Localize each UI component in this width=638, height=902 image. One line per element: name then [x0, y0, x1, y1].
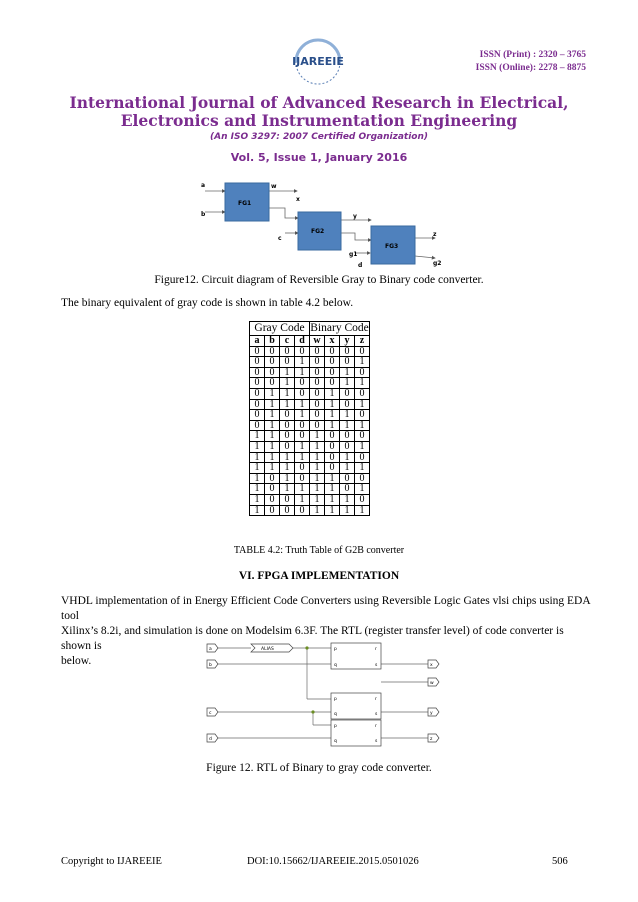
table-cell: 0 — [310, 420, 325, 431]
table-cell: 0 — [325, 367, 340, 378]
table-cell: 0 — [280, 505, 295, 516]
column-header-w: w — [310, 336, 325, 347]
table-cell: 1 — [280, 484, 295, 495]
svg-text:w: w — [430, 681, 434, 686]
table-cell: 0 — [325, 452, 340, 463]
table-cell: 0 — [325, 431, 340, 442]
svg-text:a: a — [209, 647, 212, 652]
table-cell: 0 — [340, 441, 355, 452]
journal-title-line1: International Journal of Advanced Research in Electrical, — [69, 93, 569, 112]
table-cell: 1 — [355, 441, 370, 452]
table-cell: 0 — [295, 346, 310, 357]
table-cell: 1 — [340, 463, 355, 474]
table-cell: 1 — [325, 399, 340, 410]
svg-text:y: y — [353, 213, 357, 220]
issn-print: ISSN (Print) : 2320 – 3765 — [479, 50, 586, 60]
iso-certification: (An ISO 3297: 2007 Certified Organization) — [210, 132, 428, 142]
table-cell: 0 — [340, 431, 355, 442]
column-header-c: c — [280, 336, 295, 347]
svg-text:q: q — [334, 712, 337, 717]
table-cell: 1 — [280, 473, 295, 484]
table-cell: 1 — [265, 399, 280, 410]
table-cell: 1 — [250, 473, 265, 484]
table-cell: 0 — [340, 399, 355, 410]
column-header-b: b — [265, 336, 280, 347]
table-cell: 1 — [325, 410, 340, 421]
table-cell: 0 — [265, 378, 280, 389]
volume-issue: Vol. 5, Issue 1, January 2016 — [230, 151, 408, 164]
table-cell: 0 — [280, 410, 295, 421]
table-cell: 1 — [280, 378, 295, 389]
journal-title-line2: Electronics and Instrumentation Engineering — [120, 111, 518, 130]
table-cell: 0 — [355, 494, 370, 505]
svg-text:p: p — [334, 647, 337, 652]
paragraph-line-3: below. — [61, 655, 92, 667]
table-cell: 1 — [295, 367, 310, 378]
table-cell: 0 — [280, 431, 295, 442]
paragraph-line-2: Xilinx’s 8.2i, and simulation is done on Modelsim 6.3F. The RTL (register transfer level) of code converter is shown is — [61, 625, 564, 652]
svg-text:q: q — [334, 663, 337, 668]
table-cell: 0 — [295, 505, 310, 516]
table-cell: 1 — [310, 441, 325, 452]
svg-text:y: y — [430, 711, 433, 716]
table-cell: 0 — [310, 388, 325, 399]
table-cell: 1 — [265, 452, 280, 463]
table-cell: 0 — [310, 357, 325, 368]
table-cell: 1 — [280, 388, 295, 399]
table-cell: 0 — [355, 431, 370, 442]
table-cell: 0 — [355, 410, 370, 421]
table-cell: 1 — [265, 463, 280, 474]
table-row — [250, 494, 370, 505]
table-cell: 1 — [280, 452, 295, 463]
table-cell: 0 — [310, 346, 325, 357]
table-row — [250, 399, 370, 410]
table-cell: 1 — [340, 494, 355, 505]
table-cell: 0 — [250, 357, 265, 368]
table-cell: 1 — [250, 505, 265, 516]
svg-text:p: p — [334, 724, 337, 729]
svg-text:z: z — [433, 231, 437, 238]
logo-text: IJAREEIE — [292, 55, 344, 68]
rtl-gate-3 — [331, 720, 381, 746]
table-row — [250, 484, 370, 495]
svg-text:p: p — [334, 697, 337, 702]
footer-page-number: 506 — [552, 856, 568, 867]
column-header-y: y — [340, 336, 355, 347]
table-cell: 0 — [355, 346, 370, 357]
table-row — [250, 346, 370, 357]
table-cell: 0 — [355, 473, 370, 484]
rtl-gate-2 — [331, 693, 381, 719]
svg-text:w: w — [271, 183, 277, 190]
table-cell: 1 — [295, 410, 310, 421]
table-cell: 1 — [310, 494, 325, 505]
table-cell: 0 — [250, 378, 265, 389]
svg-text:b: b — [209, 663, 212, 668]
table-cell: 0 — [265, 494, 280, 505]
svg-text:c: c — [278, 235, 282, 242]
table-cell: 1 — [310, 484, 325, 495]
table-cell: 1 — [310, 452, 325, 463]
table-cell: 1 — [295, 494, 310, 505]
table-row — [250, 452, 370, 463]
table-cell: 0 — [250, 388, 265, 399]
table-cell: 0 — [340, 357, 355, 368]
gray-code-header: Gray Code — [250, 322, 310, 336]
table-row — [250, 357, 370, 368]
table-cell: 0 — [250, 410, 265, 421]
table-cell: 0 — [265, 357, 280, 368]
table-cell: 1 — [250, 452, 265, 463]
svg-text:c: c — [209, 711, 212, 716]
table-cell: 0 — [280, 441, 295, 452]
table-cell: 1 — [250, 494, 265, 505]
table-cell: 0 — [265, 505, 280, 516]
rtl-gate-1 — [331, 643, 381, 669]
svg-text:s: s — [375, 739, 378, 744]
table-cell: 1 — [310, 473, 325, 484]
table-cell: 1 — [295, 399, 310, 410]
table-cell: 1 — [310, 431, 325, 442]
table-row — [250, 441, 370, 452]
truth-table-container — [249, 321, 370, 516]
table-cell: 1 — [265, 410, 280, 421]
svg-text:g1: g1 — [349, 251, 358, 258]
svg-text:x: x — [430, 663, 433, 668]
table-cell: 1 — [325, 505, 340, 516]
table-cell: 1 — [340, 367, 355, 378]
table-cell: 1 — [355, 378, 370, 389]
table-row — [250, 505, 370, 516]
journal-logo — [283, 38, 353, 86]
table-cell: 0 — [250, 399, 265, 410]
svg-text:g2: g2 — [433, 260, 442, 267]
table-cell: 1 — [355, 463, 370, 474]
table-cell: 1 — [340, 505, 355, 516]
table-cell: 1 — [250, 484, 265, 495]
table-cell: 1 — [325, 494, 340, 505]
rtl-diagram — [203, 641, 443, 751]
table-cell: 0 — [340, 473, 355, 484]
table-cell: 0 — [325, 357, 340, 368]
column-header-x: x — [325, 336, 340, 347]
table-row — [250, 463, 370, 474]
table-row — [250, 367, 370, 378]
table-cell: 1 — [355, 357, 370, 368]
table-cell: 1 — [280, 463, 295, 474]
binary-code-header: Binary Code — [310, 322, 369, 334]
table-cell: 0 — [325, 378, 340, 389]
table-cell: 0 — [250, 367, 265, 378]
table-cell: 0 — [295, 473, 310, 484]
table-cell: 1 — [325, 473, 340, 484]
column-header-z: z — [355, 336, 370, 347]
table-row — [250, 378, 370, 389]
svg-text:s: s — [375, 663, 378, 668]
table-row — [250, 410, 370, 421]
table-cell: 1 — [340, 410, 355, 421]
footer-doi: DOI:10.15662/IJAREEIE.2015.0501026 — [247, 856, 419, 867]
table-cell: 1 — [250, 431, 265, 442]
table-cell: 1 — [325, 484, 340, 495]
table-cell: 1 — [295, 452, 310, 463]
table-cell: 1 — [250, 463, 265, 474]
table-cell: 0 — [355, 452, 370, 463]
table-cell: 1 — [340, 420, 355, 431]
table-row — [250, 388, 370, 399]
table-cell: 0 — [340, 346, 355, 357]
table-cell: 1 — [355, 505, 370, 516]
svg-text:r: r — [375, 697, 377, 702]
table-cell: 0 — [295, 378, 310, 389]
table-cell: 1 — [340, 452, 355, 463]
table-cell: 0 — [295, 388, 310, 399]
column-header-d: d — [295, 336, 310, 347]
table-cell: 1 — [265, 441, 280, 452]
svg-text:z: z — [430, 737, 433, 742]
table-row — [250, 473, 370, 484]
table-cell: 0 — [295, 420, 310, 431]
table-cell: 1 — [325, 388, 340, 399]
svg-text:FG3: FG3 — [385, 243, 399, 250]
table-cell: 0 — [280, 346, 295, 357]
table-cell: 0 — [250, 346, 265, 357]
gray-to-binary-circuit-diagram — [195, 178, 445, 270]
svg-text:FG2: FG2 — [311, 228, 325, 235]
svg-text:a: a — [201, 182, 206, 189]
svg-text:FG1: FG1 — [238, 200, 252, 207]
table-cell: 0 — [355, 388, 370, 399]
table-cell: 1 — [265, 420, 280, 431]
table-cell: 0 — [265, 346, 280, 357]
table-cell: 0 — [280, 494, 295, 505]
table-cell: 1 — [340, 378, 355, 389]
issn-online: ISSN (Online): 2278 – 8875 — [475, 63, 586, 73]
table-cell: 1 — [310, 505, 325, 516]
table-cell: 1 — [265, 431, 280, 442]
svg-text:r: r — [375, 724, 377, 729]
table-cell: 0 — [310, 399, 325, 410]
table-cell: 1 — [280, 399, 295, 410]
table-cell: 1 — [355, 399, 370, 410]
table-cell: 0 — [295, 463, 310, 474]
table-cell: 0 — [340, 388, 355, 399]
table-cell: 0 — [265, 484, 280, 495]
svg-text:d: d — [358, 262, 363, 269]
svg-text:x: x — [296, 196, 300, 203]
section-heading: VI. FPGA IMPLEMENTATION — [238, 570, 400, 582]
table-cell: 1 — [265, 388, 280, 399]
table-cell: 1 — [355, 420, 370, 431]
table-cell: 0 — [325, 346, 340, 357]
column-header-a: a — [250, 336, 265, 347]
svg-text:d: d — [209, 737, 212, 742]
table-cell: 1 — [295, 357, 310, 368]
table-cell: 0 — [325, 441, 340, 452]
table-cell: 1 — [280, 367, 295, 378]
paragraph-line-1: VHDL implementation of in Energy Efficient Code Converters using Reversible Logic Gates vlsi chips using EDA tool — [61, 595, 591, 622]
table-cell: 0 — [310, 410, 325, 421]
truth-table — [249, 321, 370, 516]
table-row — [250, 420, 370, 431]
figure12-rtl-caption: Figure 12. RTL of Binary to gray code converter. — [206, 762, 432, 774]
table-cell: 0 — [265, 473, 280, 484]
svg-text:s: s — [375, 712, 378, 717]
table-cell: 0 — [250, 420, 265, 431]
table-cell: 0 — [280, 357, 295, 368]
svg-text:r: r — [375, 647, 377, 652]
table-cell: 1 — [355, 484, 370, 495]
table-caption: TABLE 4.2: Truth Table of G2B converter — [233, 545, 405, 556]
svg-text:b: b — [201, 211, 206, 218]
table-cell: 1 — [250, 441, 265, 452]
table-cell: 0 — [280, 420, 295, 431]
table-row — [250, 431, 370, 442]
intro-text: The binary equivalent of gray code is shown in table 4.2 below. — [61, 297, 354, 309]
figure12-caption: Figure12. Circuit diagram of Reversible Gray to Binary code converter. — [154, 274, 484, 286]
table-cell: 0 — [340, 484, 355, 495]
table-cell: 1 — [310, 463, 325, 474]
svg-text:q: q — [334, 739, 337, 744]
table-cell: 0 — [265, 367, 280, 378]
table-cell: 0 — [325, 463, 340, 474]
footer-copyright: Copyright to IJAREEIE — [61, 856, 162, 867]
table-cell: 1 — [295, 484, 310, 495]
table-cell: 0 — [295, 431, 310, 442]
svg-text:ALIAS: ALIAS — [261, 647, 274, 652]
table-cell: 1 — [325, 420, 340, 431]
table-cell: 0 — [355, 367, 370, 378]
table-cell: 0 — [310, 367, 325, 378]
table-cell: 1 — [295, 441, 310, 452]
table-cell: 0 — [310, 378, 325, 389]
